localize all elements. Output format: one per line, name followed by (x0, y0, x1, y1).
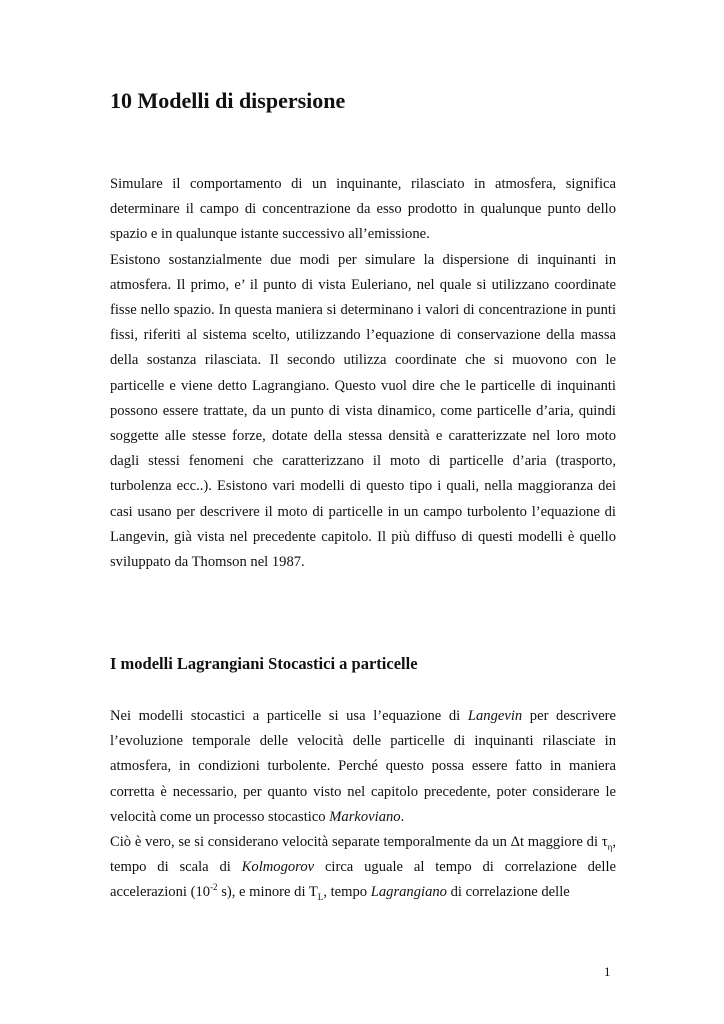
text-run: , tempo (323, 884, 371, 901)
intro-section (110, 172, 616, 575)
text-run: per descrivere l’evoluzione temporale delle velocità delle particelle di inquinanti rilasciate in atmosfera, in condizioni turbolente. Perché questo possa essere fatto in maniera corretta è necessario, per quanto visto nel capitolo precedente, poter considerare le velocità come un processo stocastico (110, 708, 617, 825)
text-run: s), e minore di T (217, 884, 318, 901)
chapter-title: 10 Modelli di dispersione (110, 88, 346, 113)
section-body (110, 704, 616, 906)
page-number: 1 (604, 964, 611, 979)
intro-paragraph-1: Simulare il comportamento di un inquinante, rilasciato in atmosfera, significa determinare il campo di concentrazione da esso prodotto in qualunque punto dello spazio e in qualunque istante successivo all’emissione. (110, 176, 616, 243)
text-run: , tempo di scala di (110, 834, 616, 876)
subscript-eta: η (607, 841, 613, 852)
intro-paragraph-2: Esistono sostanzialmente due modi per simulare la dispersione di inquinanti in atmosfera. Il primo, e’ il punto di vista Euleriano, nel quale si utilizzano coordinate fisse nello spazio. In questa maniera si determinano i valori di concentrazione in punti fissi, riferiti al sistema scelto, utilizzando l’equazione di conservazione della massa della sostanza rilasciata. Il secondo utilizza coordinate che si muovono con le particelle e viene detto Lagrangiano. Questo vuol dire che le particelle di inquinanti possono essere trattate, da un punto di vista dinamico, come particelle d’aria, quindi soggette alle stesse forze, dotate della stessa densità e caratterizzate nel loro moto dagli stessi fenomeni che caratterizzano il moto di particelle d’aria (trasporto, turbolenza ecc..). Esistono vari modelli di questo tipo i quali, nella maggioranza dei casi usano per descrivere il moto di particelle in un campo turbolento l’equazione di Langevin, già vista nel precedente capitolo. Il più diffuso di questi modelli è quello sviluppato da Thomson nel 1987. (110, 251, 616, 571)
section-paragraph-2 (110, 830, 616, 906)
emphasis-langevin: Langevin (467, 708, 523, 724)
text-run: di correlazione delle (446, 884, 570, 901)
text-run: circa uguale al tempo di correlazione delle accelerazioni (10 (110, 859, 616, 901)
text-run: Ciò è vero, se si considerano velocità separate temporalmente da un Δt maggiore di τ (110, 834, 608, 851)
subscript-L: L (317, 892, 324, 903)
text-run: Nei modelli stocastici a particelle si usa l’equazione di (110, 708, 468, 724)
emphasis-lagrangiano: Lagrangiano (370, 884, 447, 901)
superscript-exponent: -2 (210, 882, 218, 893)
section-heading: I modelli Lagrangiani Stocastici a particelle (110, 654, 418, 673)
emphasis-kolmogorov: Kolmogorov (241, 859, 315, 876)
section-paragraph-1 (110, 704, 616, 830)
text-run: . (400, 808, 405, 825)
emphasis-markoviano: Markoviano (329, 808, 401, 825)
